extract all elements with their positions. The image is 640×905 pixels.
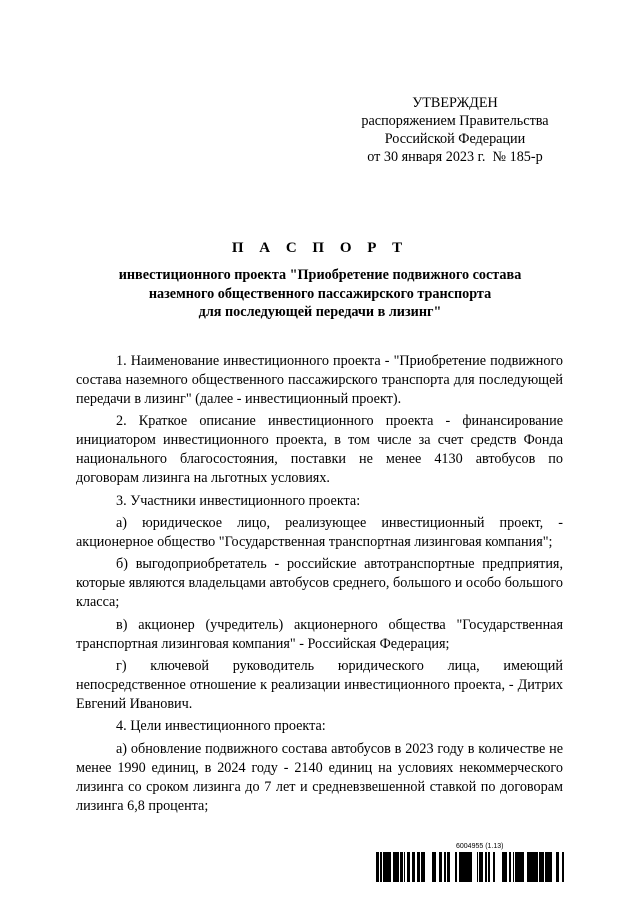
- paragraph: б) выгодоприобретатель - российские автотранспортные предприятия, которые являются владельцами автобусов среднего, большого и особо большого класса;: [76, 556, 563, 611]
- paragraph: а) юридическое лицо, реализующее инвестиционный проект, - акционерное общество "Государственная транспортная лизинговая компания";: [76, 515, 563, 550]
- paragraph: а) обновление подвижного состава автобусов в 2023 году в количестве не менее 1990 единиц, в 2024 году - 2140 единиц на условиях некоммерческого лизинга со сроком лизинга до 7 лет и средневзвешенной ставкой по договорам лизинга 6,8 процента;: [76, 740, 563, 814]
- approval-line: Российской Федерации: [384, 131, 526, 147]
- barcode-number: 6004955 (1.13): [456, 843, 504, 850]
- paragraph: в) акционер (учредитель) акционерного общества "Государственная транспортная лизинговая компания" - Российская Федерация;: [76, 616, 563, 652]
- approval-heading: УТВЕРЖДЕН: [412, 95, 498, 111]
- paragraph: 2. Краткое описание инвестиционного проекта - финансирование инициатором инвестиционного проекта, в том числе за счет средств Фонда национального благосостояния, поставки не менее 4130 автобусов по договорам лизинга на льготных условиях.: [76, 413, 563, 487]
- approval-stamp: [330, 94, 580, 166]
- paragraph: 1. Наименование инвестиционного проекта - "Приобретение подвижного состава наземного общественного пассажирского транспорта для последующей передачи в лизинг" (далее - инвестиционный проект).: [76, 353, 563, 407]
- document-body: [76, 352, 563, 819]
- subtitle-line: инвестиционного проекта "Приобретение подвижного состава: [118, 267, 522, 283]
- barcode-image: [376, 852, 566, 882]
- document-subtitle: [80, 266, 560, 322]
- paragraph: г) ключевой руководитель юридического лица, имеющий непосредственное отношение к реализации инвестиционного проекта, - Дитрих Евгений Иванович.: [76, 658, 563, 712]
- paragraph: 4. Цели инвестиционного проекта:: [116, 718, 326, 735]
- subtitle-line: наземного общественного пассажирского транспорта: [148, 285, 492, 302]
- document-title: П А С П О Р Т: [231, 240, 409, 256]
- approval-line: распоряжением Правительства: [361, 113, 549, 129]
- paragraph: 3. Участники инвестиционного проекта:: [116, 492, 361, 509]
- approval-date: от 30 января 2023 г. № 185-р: [367, 149, 543, 165]
- subtitle-line: для последующей передачи в лизинг": [198, 304, 442, 320]
